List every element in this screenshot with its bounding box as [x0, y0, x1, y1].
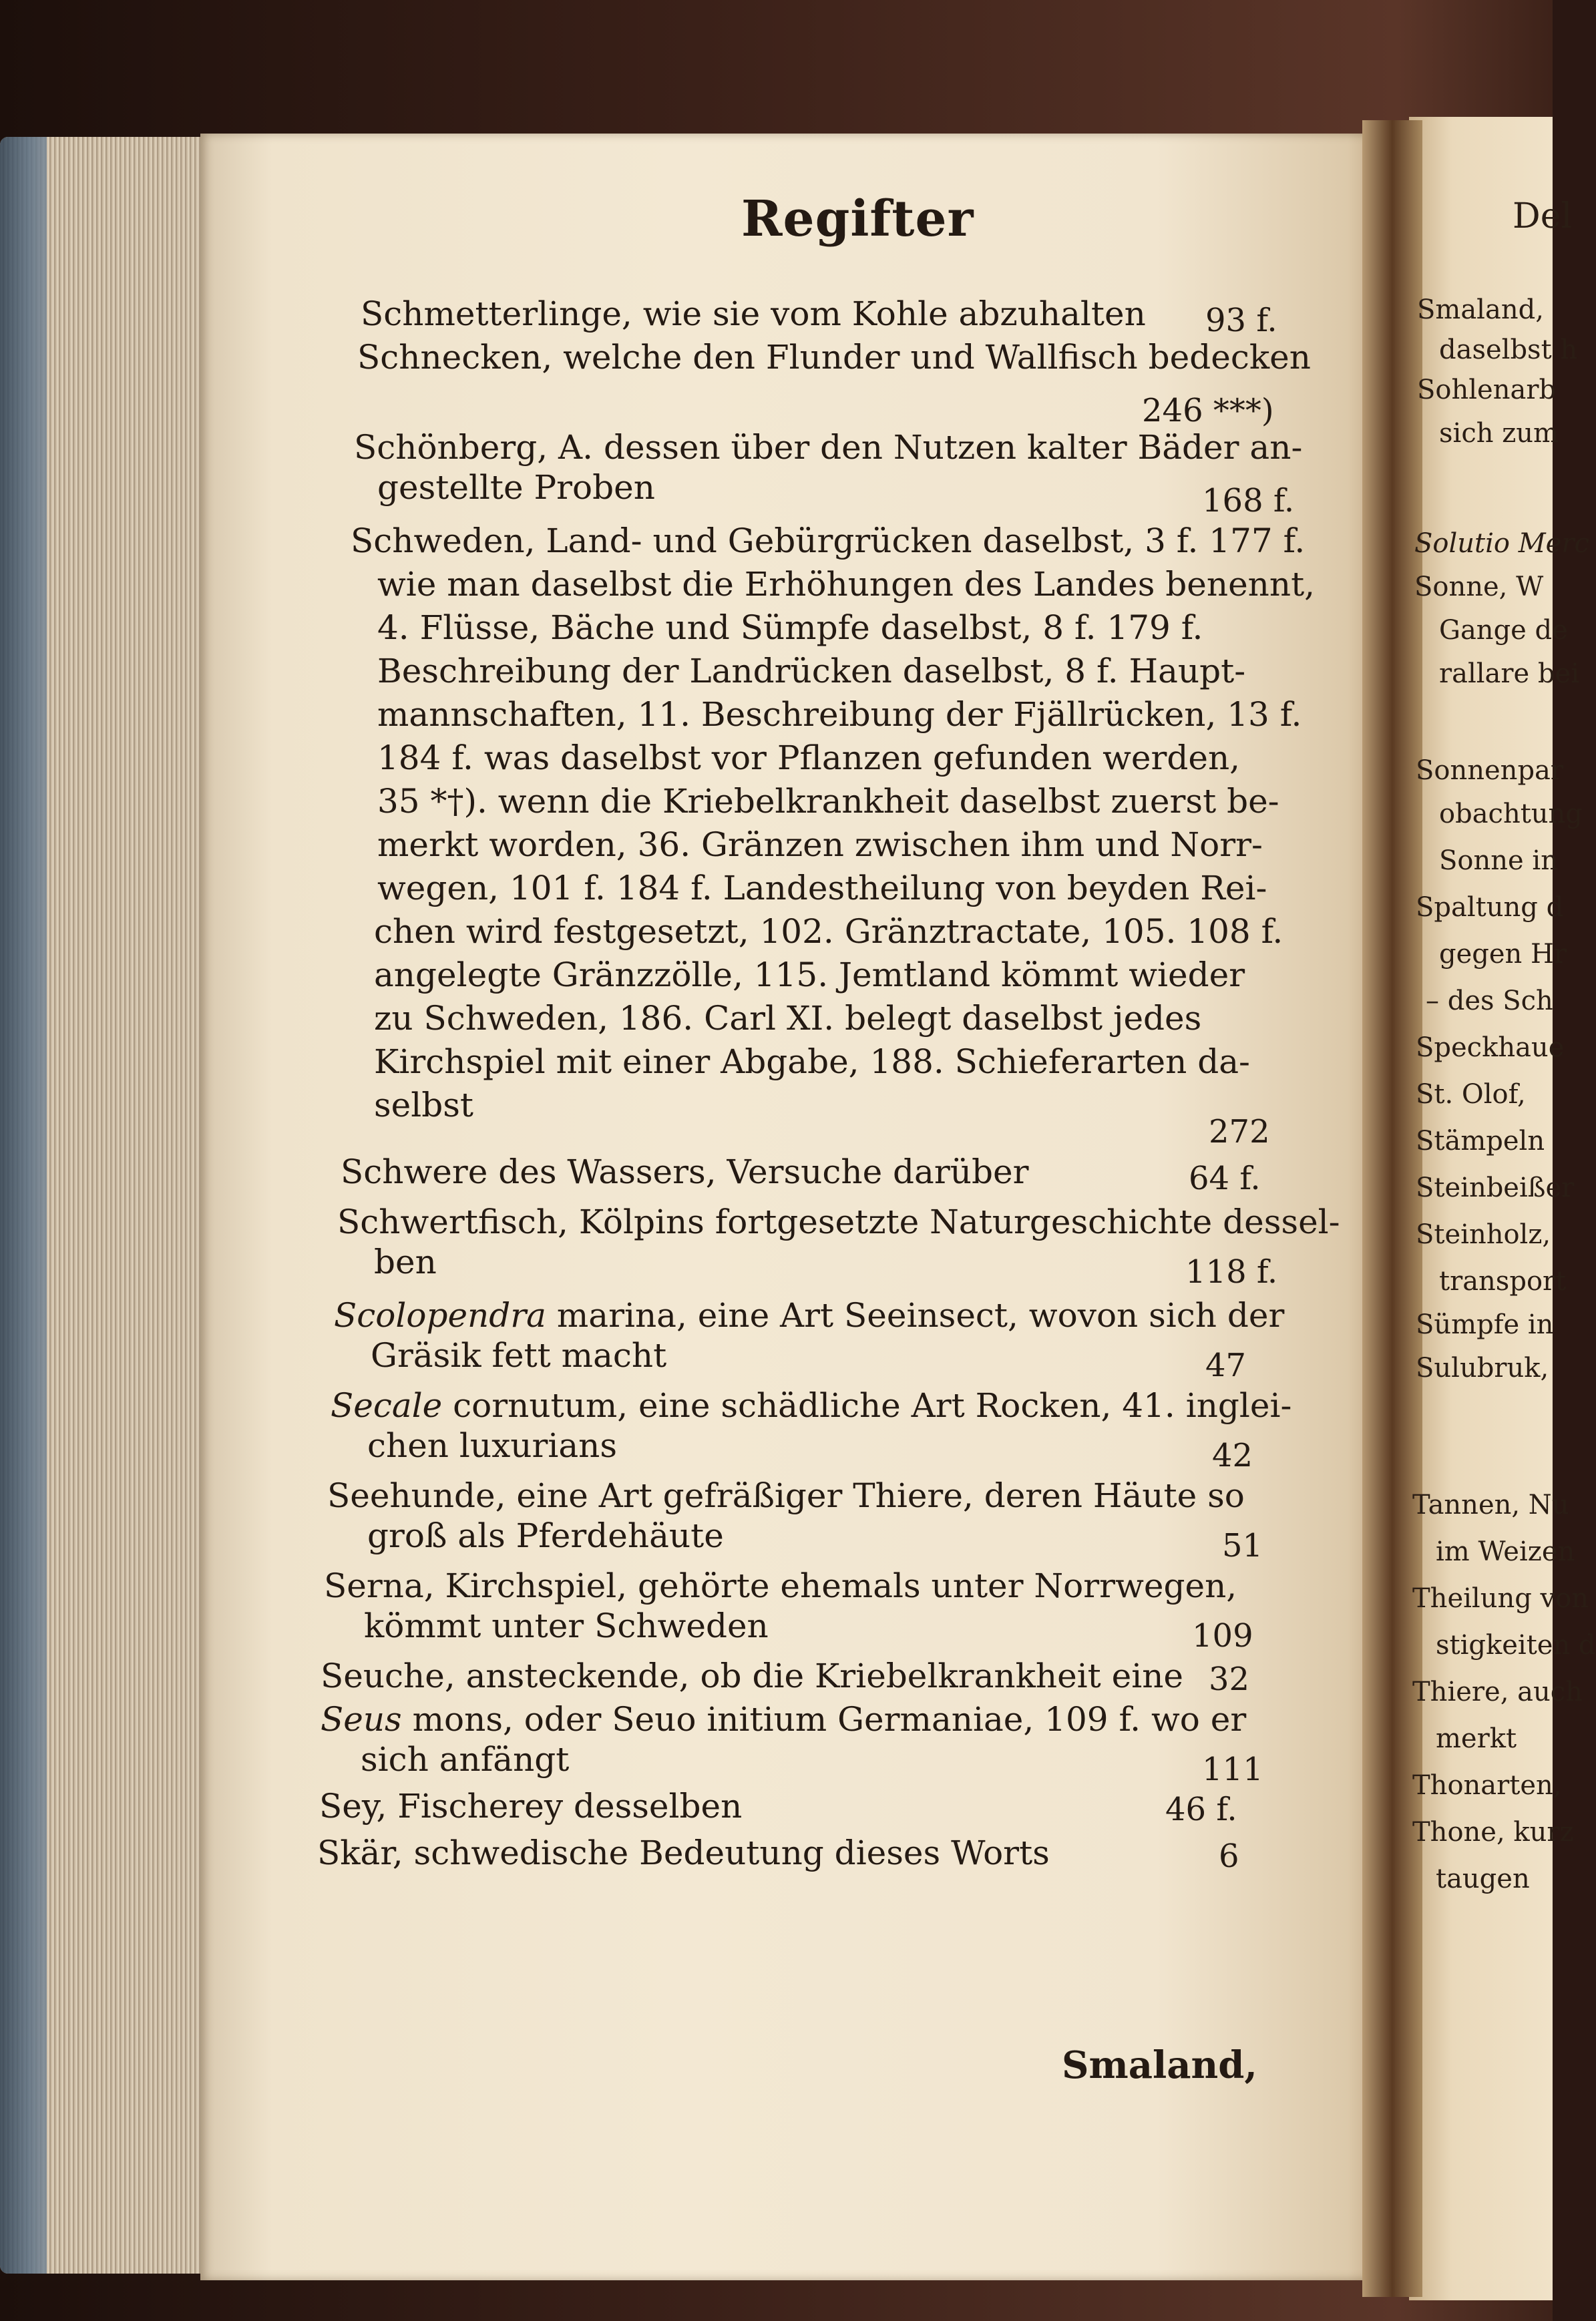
page-ref: 246 ***)	[1142, 392, 1274, 429]
right-page-text: Thonarten,	[1412, 1770, 1562, 1801]
entry-line: zu Schweden, 186. Carl XI. belegt daselbst jedes	[374, 999, 1202, 1038]
entry-line: Sey, Fischerey desselben	[319, 1787, 743, 1826]
right-page-text: sich zum	[1439, 418, 1559, 449]
right-page-text: Theilung von	[1412, 1583, 1589, 1614]
catchword: Smaland,	[1062, 2043, 1257, 2087]
blue-page-edge	[0, 137, 47, 2274]
page-ref: 32	[1209, 1661, 1250, 1698]
page-ref: 111	[1202, 1751, 1263, 1788]
page-ref: 93 f.	[1205, 302, 1277, 339]
right-page-text: Sonnenpar	[1416, 755, 1564, 786]
entry-line: chen luxurians	[367, 1426, 618, 1465]
entry-line: Schnecken, welche den Flunder und Wallfisch bedecken	[357, 338, 1311, 377]
entry-line: chen wird festgesetzt, 102. Gränztractate, 105. 108 f.	[374, 912, 1283, 951]
entry-line: Kirchspiel mit einer Abgabe, 188. Schieferarten da-	[374, 1042, 1250, 1081]
right-page-text: Sohlenarb	[1417, 375, 1557, 405]
right-page-text: St. Olof,	[1416, 1079, 1526, 1110]
entry-line: Schwertfisch, Kölpins fortgesetzte Naturgeschichte dessel-	[337, 1203, 1340, 1241]
right-page-text: Thone, kurz	[1412, 1817, 1574, 1848]
entry-line: Serna, Kirchspiel, gehörte ehemals unter Norrwegen,	[324, 1566, 1237, 1605]
page-ref: 272	[1209, 1113, 1270, 1150]
entry-line: wegen, 101 f. 184 f. Landestheilung von beyden Rei-	[377, 869, 1267, 907]
page-ref: 168 f.	[1202, 482, 1295, 519]
entry-line: Scolopendra marina, eine Art Seeinsect, wovon sich der	[334, 1296, 1285, 1335]
page-ref: 47	[1205, 1347, 1247, 1384]
entry-line: Schmetterlinge, wie sie vom Kohle abzuhalten	[361, 294, 1146, 333]
entry-line: 4. Flüsse, Bäche und Sümpfe daselbst, 8 f. 179 f.	[377, 608, 1203, 647]
entry-line: Secale cornutum, eine schädliche Art Rocken, 41. inglei-	[331, 1386, 1292, 1425]
page-ref: 46 f.	[1165, 1791, 1237, 1828]
page-ref: 118 f.	[1185, 1253, 1278, 1291]
entry-line: wie man daselbst die Erhöhungen des Landes benennt,	[377, 565, 1316, 604]
page-ref: 6	[1219, 1838, 1239, 1875]
right-page-text: rallare bei	[1439, 658, 1579, 689]
right-page-text: Steinbeißer	[1416, 1173, 1575, 1203]
entry-line: mannschaften, 11. Beschreibung der Fjällrücken, 13 f.	[377, 695, 1302, 734]
right-page-text: Thiere, auch	[1412, 1677, 1583, 1707]
entry-line: Seus mons, oder Seuo initium Germaniae, 109 f. wo er	[321, 1700, 1247, 1739]
page-ref: 42	[1212, 1437, 1253, 1474]
right-page-text: Sümpfe in	[1416, 1309, 1554, 1340]
entry-line: groß als Pferdehäute	[367, 1516, 724, 1555]
page-ref: 64 f.	[1189, 1160, 1261, 1197]
right-page-text: Tannen, Nu	[1412, 1490, 1569, 1520]
right-page-text: Steinholz,	[1416, 1219, 1551, 1250]
right-page-text: Sulubruk,	[1416, 1353, 1549, 1384]
page-ref: 51	[1222, 1527, 1263, 1564]
right-page-text: im Weizen	[1436, 1536, 1575, 1567]
entry-line: merkt worden, 36. Gränzen zwischen ihm und Norr-	[377, 825, 1263, 864]
right-page-text: Sonne, W	[1414, 572, 1544, 602]
right-page-text: Sonne in	[1439, 845, 1558, 876]
entry-line: Schweden, Land- und Gebürgrücken daselbst, 3 f. 177 f.	[351, 521, 1306, 560]
right-page-text: Spaltung d	[1416, 892, 1564, 923]
entry-line: 184 f. was daselbst vor Pflanzen gefunden werden,	[377, 738, 1241, 777]
entry-line: kömmt unter Schweden	[364, 1607, 769, 1645]
right-page-text: Gange de	[1439, 615, 1568, 646]
right-page-text: Speckhaue	[1416, 1032, 1565, 1063]
entry-line: Gräsik fett macht	[371, 1336, 667, 1375]
right-page-text: Stämpeln	[1416, 1126, 1545, 1156]
right-page-text: merkt	[1436, 1723, 1517, 1754]
right-page-text: Smaland,	[1417, 294, 1544, 325]
entry-line: Beschreibung der Landrücken daselbst, 8 f. Haupt-	[377, 652, 1246, 690]
right-page-text: gegen Hr	[1439, 939, 1567, 970]
entry-line: Seehunde, eine Art gefräßiger Thiere, deren Häute so	[327, 1476, 1245, 1515]
book-gutter	[1362, 120, 1422, 2297]
entry-line: sich anfängt	[361, 1740, 570, 1779]
right-page-header: Del	[1513, 196, 1573, 236]
right-page-text: – des Sch	[1426, 986, 1553, 1016]
entry-line: gestellte Proben	[377, 468, 655, 507]
right-page-text: transport	[1439, 1266, 1567, 1297]
page-ref: 109	[1192, 1617, 1253, 1655]
entry-line: Skär, schwedische Bedeutung dieses Worts	[317, 1834, 1050, 1872]
entry-line: Seuche, ansteckende, ob die Kriebelkrankheit eine	[321, 1657, 1184, 1695]
right-page-text: obachtung	[1439, 799, 1583, 829]
entry-line: 35 *†). wenn die Kriebelkrankheit daselbst zuerst be-	[377, 782, 1279, 821]
entry-line: ben	[374, 1243, 437, 1281]
entry-line: Schönberg, A. dessen über den Nutzen kalter Bäder an-	[354, 428, 1303, 467]
right-page-text: stigkeiten d	[1436, 1630, 1596, 1661]
right-page-text: Solutio Merc	[1414, 528, 1589, 559]
entry-line: selbst	[374, 1086, 473, 1124]
page-header: Regifter	[741, 190, 974, 248]
right-page-text: daselbst h	[1439, 335, 1578, 365]
entry-line: angelegte Gränzzölle, 115. Jemtland kömmt wieder	[374, 956, 1245, 994]
right-page-text: taugen	[1436, 1864, 1530, 1894]
entry-line: Schwere des Wassers, Versuche darüber	[341, 1152, 1029, 1191]
